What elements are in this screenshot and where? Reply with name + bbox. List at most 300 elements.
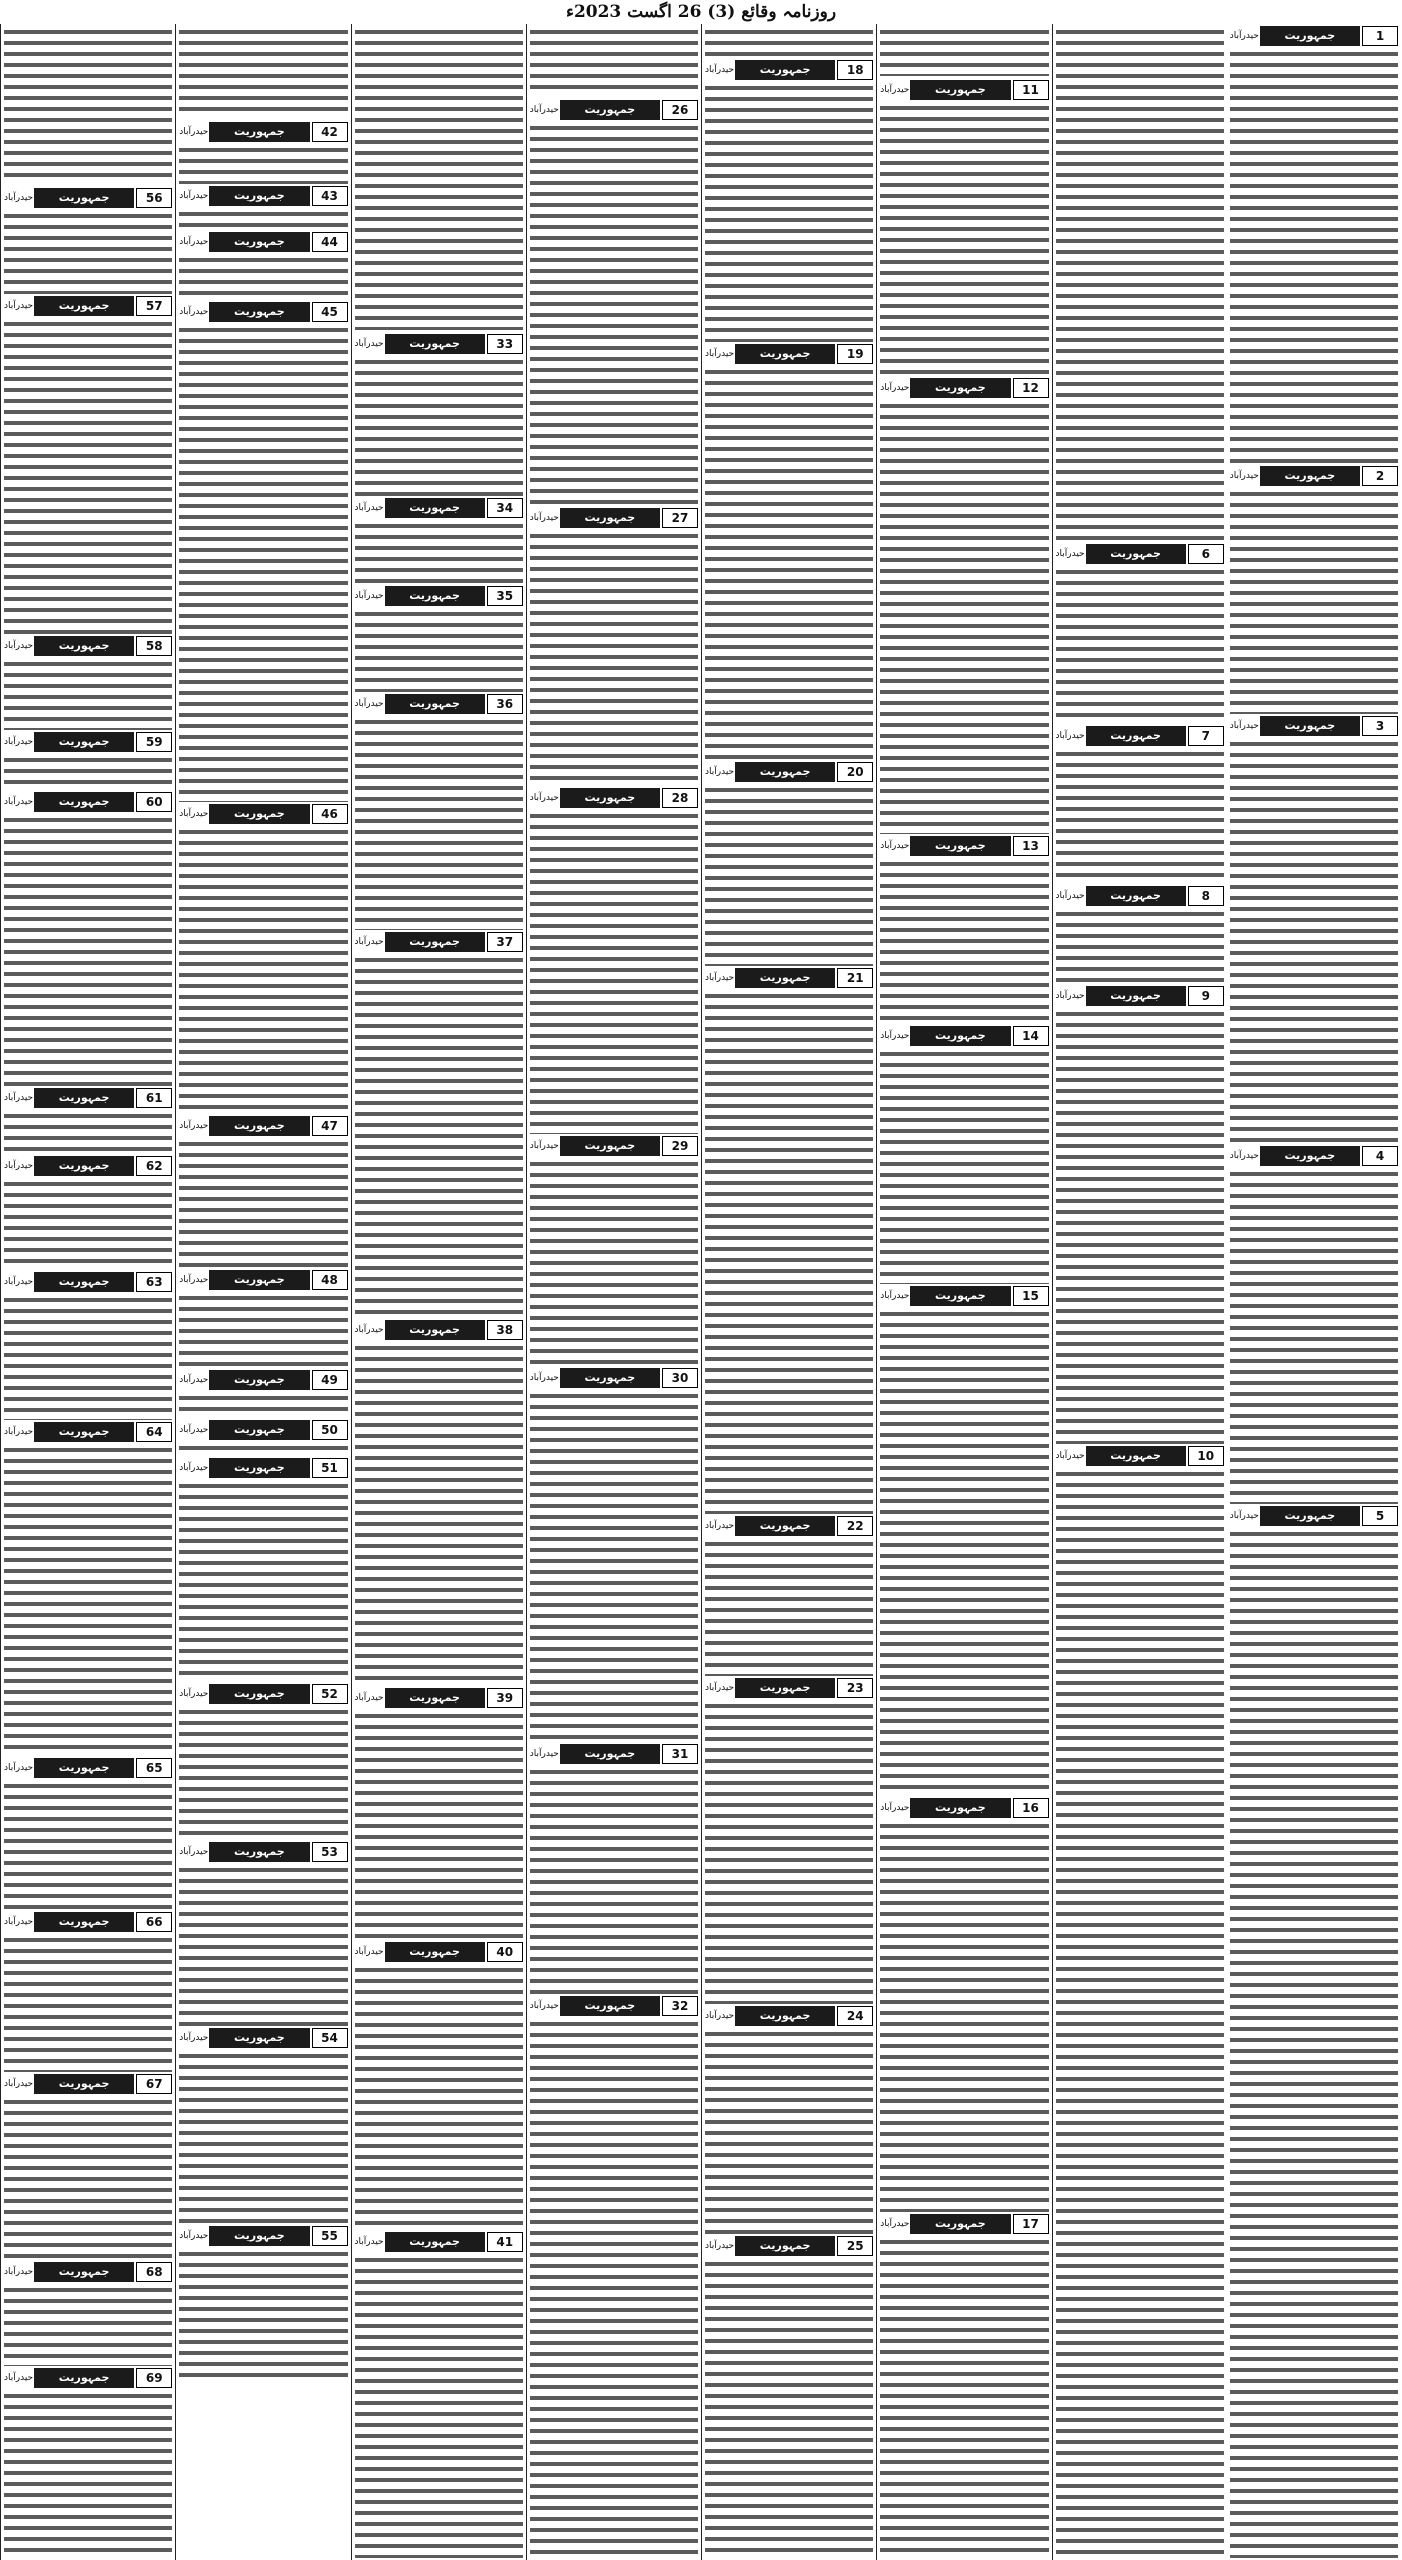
- item-header: [355, 932, 523, 952]
- item-body-text: [4, 2096, 172, 2260]
- news-item: [179, 1420, 347, 1456]
- item-section-label: جمہوریت: [209, 2226, 309, 2246]
- continued-text: [179, 26, 347, 118]
- item-byline: حیدرآباد: [705, 1521, 735, 1531]
- item-body-text: [530, 2018, 698, 2558]
- item-section-label: جمہوریت: [209, 1684, 309, 1704]
- item-header: [179, 122, 347, 142]
- news-item: [880, 1798, 1048, 2212]
- item-section-label: جمہوریت: [735, 2236, 835, 2256]
- item-number: 26: [662, 100, 698, 120]
- item-number: 36: [487, 694, 523, 714]
- news-item: [179, 1270, 347, 1368]
- item-number: 65: [136, 1758, 172, 1778]
- item-number: 42: [312, 122, 348, 142]
- item-body-text: [179, 826, 347, 1114]
- item-body-text: [1230, 1168, 1398, 1504]
- item-section-label: جمہوریت: [560, 1368, 660, 1388]
- news-item: [705, 762, 873, 966]
- item-header: [179, 1684, 347, 1704]
- item-byline: حیدرآباد: [4, 2267, 34, 2277]
- item-header: [530, 1368, 698, 1388]
- item-header: [1230, 26, 1398, 46]
- item-number: 38: [487, 1320, 523, 1340]
- news-item: [4, 2074, 172, 2260]
- item-byline: حیدرآباد: [179, 307, 209, 317]
- item-section-label: جمہوریت: [735, 968, 835, 988]
- item-body-text: [179, 2248, 347, 2380]
- news-item: [1230, 1506, 1398, 2558]
- item-section-label: جمہوریت: [209, 1270, 309, 1290]
- item-body-text: [179, 208, 347, 230]
- item-section-label: جمہوریت: [910, 1286, 1010, 1306]
- item-byline: حیدرآباد: [1055, 1451, 1085, 1461]
- item-byline: حیدرآباد: [4, 2079, 34, 2089]
- item-byline: حیدرآباد: [179, 1847, 209, 1857]
- item-section-label: جمہوریت: [34, 1912, 134, 1932]
- item-header: [355, 1320, 523, 1340]
- item-number: 7: [1188, 726, 1224, 746]
- item-byline: حیدرآباد: [705, 2011, 735, 2021]
- item-body-text: [530, 122, 698, 506]
- item-body-text: [1056, 566, 1224, 724]
- item-body-text: [4, 1178, 172, 1270]
- news-item: [4, 1758, 172, 1910]
- item-number: 34: [487, 498, 523, 518]
- column-2: [1052, 24, 1227, 2560]
- news-item: [880, 378, 1048, 834]
- item-number: 19: [837, 344, 873, 364]
- item-body-text: [4, 658, 172, 730]
- item-byline: حیدرآباد: [705, 2241, 735, 2251]
- item-body-text: [179, 254, 347, 300]
- item-header: [4, 1912, 172, 1932]
- item-number: 17: [1013, 2214, 1049, 2234]
- item-number: 32: [662, 1996, 698, 2016]
- news-item: [530, 1996, 698, 2558]
- item-body-text: [4, 1294, 172, 1420]
- item-number: 35: [487, 586, 523, 606]
- item-byline: حیدرآباد: [880, 1803, 910, 1813]
- item-body-text: [355, 954, 523, 1318]
- news-item: [880, 1286, 1048, 1796]
- item-body-text: [705, 784, 873, 966]
- item-byline: حیدرآباد: [705, 1683, 735, 1693]
- item-header: [1230, 466, 1398, 486]
- item-body-text: [880, 2236, 1048, 2558]
- item-header: [179, 804, 347, 824]
- item-body-text: [179, 1706, 347, 1840]
- item-header: [1056, 886, 1224, 906]
- news-item: [355, 1942, 523, 2230]
- item-section-label: جمہوریت: [1260, 1506, 1360, 1526]
- item-byline: حیدرآباد: [1229, 1511, 1259, 1521]
- continued-text: [530, 26, 698, 96]
- column-6: [351, 24, 526, 2560]
- news-item: [179, 1458, 347, 1682]
- item-header: [530, 1136, 698, 1156]
- item-number: 1: [1362, 26, 1398, 46]
- item-header: [4, 2074, 172, 2094]
- item-number: 4: [1362, 1146, 1398, 1166]
- item-body-text: [1056, 1468, 1224, 2558]
- item-header: [705, 60, 873, 80]
- column-5: [526, 24, 701, 2560]
- item-header: [530, 508, 698, 528]
- item-section-label: جمہوریت: [560, 788, 660, 808]
- news-item: [179, 804, 347, 1114]
- item-body-text: [880, 1048, 1048, 1284]
- item-body-text: [1056, 1008, 1224, 1444]
- news-item: [705, 344, 873, 760]
- news-item: [4, 2368, 172, 2558]
- news-item: [4, 2262, 172, 2366]
- item-header: [880, 836, 1048, 856]
- item-byline: حیدرآباد: [354, 339, 384, 349]
- item-byline: حیدرآباد: [179, 2033, 209, 2043]
- item-section-label: جمہوریت: [560, 508, 660, 528]
- item-byline: حیدرآباد: [4, 1161, 34, 1171]
- item-section-label: جمہوریت: [34, 792, 134, 812]
- item-number: 63: [136, 1272, 172, 1292]
- item-byline: حیدرآباد: [354, 2237, 384, 2247]
- item-header: [179, 1458, 347, 1478]
- item-section-label: جمہوریت: [34, 296, 134, 316]
- item-number: 29: [662, 1136, 698, 1156]
- item-section-label: جمہوریت: [1086, 726, 1186, 746]
- item-byline: حیدرآباد: [4, 641, 34, 651]
- item-byline: حیدرآباد: [179, 1425, 209, 1435]
- item-section-label: جمہوریت: [209, 122, 309, 142]
- news-item: [179, 122, 347, 184]
- item-number: 13: [1013, 836, 1049, 856]
- item-body-text: [705, 990, 873, 1514]
- item-number: 64: [136, 1422, 172, 1442]
- item-section-label: جمہوریت: [735, 1516, 835, 1536]
- item-header: [1056, 986, 1224, 1006]
- item-body-text: [1056, 908, 1224, 984]
- item-number: 62: [136, 1156, 172, 1176]
- news-item: [1230, 466, 1398, 714]
- news-item: [4, 636, 172, 730]
- item-byline: حیدرآباد: [179, 1689, 209, 1699]
- item-header: [1056, 544, 1224, 564]
- item-section-label: جمہوریت: [209, 1842, 309, 1862]
- news-item: [355, 1320, 523, 1686]
- item-header: [355, 1688, 523, 1708]
- item-number: 23: [837, 1678, 873, 1698]
- item-body-text: [355, 2254, 523, 2558]
- item-byline: حیدرآباد: [354, 1693, 384, 1703]
- news-item: [705, 1678, 873, 2004]
- item-body-text: [880, 400, 1048, 834]
- item-byline: حیدرآباد: [4, 1277, 34, 1287]
- item-number: 48: [312, 1270, 348, 1290]
- item-section-label: جمہوریت: [34, 2262, 134, 2282]
- item-number: 16: [1013, 1798, 1049, 1818]
- item-number: 28: [662, 788, 698, 808]
- item-byline: حیدرآباد: [179, 191, 209, 201]
- news-item: [179, 232, 347, 300]
- item-header: [880, 378, 1048, 398]
- item-body-text: [880, 858, 1048, 1024]
- news-item: [4, 1912, 172, 2072]
- item-byline: حیدرآباد: [179, 809, 209, 819]
- item-header: [179, 2028, 347, 2048]
- item-body-text: [1230, 738, 1398, 1144]
- item-header: [4, 792, 172, 812]
- item-section-label: جمہوریت: [209, 186, 309, 206]
- news-item: [880, 836, 1048, 1024]
- news-item: [179, 302, 347, 802]
- item-header: [530, 788, 698, 808]
- item-section-label: جمہوریت: [1260, 26, 1360, 46]
- item-header: [880, 1286, 1048, 1306]
- item-section-label: جمہوریت: [209, 1370, 309, 1390]
- item-number: 15: [1013, 1286, 1049, 1306]
- news-item: [530, 100, 698, 506]
- item-header: [880, 1026, 1048, 1046]
- item-number: 25: [837, 2236, 873, 2256]
- item-body-text: [179, 1392, 347, 1418]
- item-number: 49: [312, 1370, 348, 1390]
- item-byline: حیدرآباد: [705, 767, 735, 777]
- item-byline: حیدرآباد: [880, 1291, 910, 1301]
- item-byline: حیدرآباد: [529, 1373, 559, 1383]
- news-item: [530, 508, 698, 786]
- news-item: [1056, 986, 1224, 1444]
- item-number: 24: [837, 2006, 873, 2026]
- item-header: [705, 2236, 873, 2256]
- item-number: 8: [1188, 886, 1224, 906]
- item-section-label: جمہوریت: [735, 2006, 835, 2026]
- item-number: 50: [312, 1420, 348, 1440]
- item-number: 18: [837, 60, 873, 80]
- item-number: 58: [136, 636, 172, 656]
- item-section-label: جمہوریت: [1260, 1146, 1360, 1166]
- item-byline: حیدرآباد: [1055, 891, 1085, 901]
- item-header: [4, 1272, 172, 1292]
- item-header: [530, 1996, 698, 2016]
- item-header: [1230, 1506, 1398, 1526]
- item-byline: حیدرآباد: [529, 1749, 559, 1759]
- item-section-label: جمہوریت: [209, 302, 309, 322]
- item-section-label: جمہوریت: [560, 1744, 660, 1764]
- column-8: [0, 24, 175, 2560]
- item-body-text: [1056, 748, 1224, 884]
- news-item: [4, 732, 172, 790]
- item-section-label: جمہوریت: [1086, 544, 1186, 564]
- item-body-text: [880, 102, 1048, 376]
- item-byline: حیدرآباد: [1229, 721, 1259, 731]
- news-item: [355, 586, 523, 692]
- item-byline: حیدرآباد: [354, 591, 384, 601]
- news-item: [179, 1684, 347, 1840]
- news-item: [355, 1688, 523, 1940]
- item-byline: حیدرآباد: [179, 2231, 209, 2241]
- continued-text: [705, 26, 873, 56]
- item-body-text: [179, 1480, 347, 1682]
- item-number: 10: [1188, 1446, 1224, 1466]
- news-item: [1056, 886, 1224, 984]
- item-byline: حیدرآباد: [705, 973, 735, 983]
- item-section-label: جمہوریت: [1086, 1446, 1186, 1466]
- column-1: [1227, 24, 1401, 2560]
- item-byline: حیدرآباد: [1229, 471, 1259, 481]
- item-section-label: جمہوریت: [34, 1272, 134, 1292]
- item-byline: حیدرآباد: [4, 2373, 34, 2383]
- item-section-label: جمہوریت: [34, 2368, 134, 2388]
- item-section-label: جمہوریت: [385, 334, 485, 354]
- item-section-label: جمہوریت: [209, 1116, 309, 1136]
- news-item: [4, 1422, 172, 1756]
- item-body-text: [4, 318, 172, 634]
- item-section-label: جمہوریت: [1260, 716, 1360, 736]
- item-number: 11: [1013, 80, 1049, 100]
- item-number: 14: [1013, 1026, 1049, 1046]
- item-byline: حیدرآباد: [529, 1141, 559, 1151]
- item-byline: حیدرآباد: [4, 797, 34, 807]
- news-item: [355, 694, 523, 930]
- item-body-text: [530, 810, 698, 1134]
- item-header: [179, 1370, 347, 1390]
- column-3: [876, 24, 1051, 2560]
- item-header: [355, 586, 523, 606]
- news-item: [4, 1088, 172, 1154]
- item-section-label: جمہوریت: [34, 2074, 134, 2094]
- item-header: [705, 344, 873, 364]
- item-section-label: جمہوریت: [1086, 986, 1186, 1006]
- item-body-text: [1230, 488, 1398, 714]
- news-item: [179, 1842, 347, 2026]
- item-header: [705, 1516, 873, 1536]
- item-section-label: جمہوریت: [385, 1320, 485, 1340]
- item-byline: حیدرآباد: [354, 699, 384, 709]
- item-byline: حیدرآباد: [529, 793, 559, 803]
- item-number: 56: [136, 188, 172, 208]
- item-number: 61: [136, 1088, 172, 1108]
- item-section-label: جمہوریت: [385, 1688, 485, 1708]
- item-section-label: جمہوریت: [34, 636, 134, 656]
- item-number: 44: [312, 232, 348, 252]
- item-byline: حیدرآباد: [4, 1427, 34, 1437]
- item-body-text: [355, 716, 523, 930]
- item-body-text: [179, 1442, 347, 1456]
- item-header: [355, 1942, 523, 1962]
- item-body-text: [355, 1710, 523, 1940]
- item-section-label: جمہوریت: [34, 1758, 134, 1778]
- item-body-text: [880, 1308, 1048, 1796]
- item-header: [4, 1156, 172, 1176]
- item-number: 22: [837, 1516, 873, 1536]
- item-body-text: [179, 1864, 347, 2026]
- item-header: [4, 1422, 172, 1442]
- item-number: 60: [136, 792, 172, 812]
- item-section-label: جمہوریت: [560, 1136, 660, 1156]
- item-number: 47: [312, 1116, 348, 1136]
- item-number: 52: [312, 1684, 348, 1704]
- item-number: 67: [136, 2074, 172, 2094]
- news-item: [1056, 1446, 1224, 2558]
- item-number: 54: [312, 2028, 348, 2048]
- item-body-text: [880, 1820, 1048, 2212]
- item-number: 3: [1362, 716, 1398, 736]
- item-body-text: [1230, 1528, 1398, 2558]
- continued-text: [355, 26, 523, 330]
- news-item: [1230, 26, 1398, 464]
- item-body-text: [355, 1342, 523, 1686]
- news-item: [4, 792, 172, 1086]
- item-header: [355, 694, 523, 714]
- item-section-label: جمہوریت: [209, 2028, 309, 2048]
- item-number: 45: [312, 302, 348, 322]
- item-number: 55: [312, 2226, 348, 2246]
- item-header: [179, 232, 347, 252]
- item-number: 5: [1362, 1506, 1398, 1526]
- news-item: [355, 2232, 523, 2558]
- item-section-label: جمہوریت: [910, 1798, 1010, 1818]
- item-section-label: جمہوریت: [1260, 466, 1360, 486]
- item-body-text: [530, 1766, 698, 1994]
- item-number: 66: [136, 1912, 172, 1932]
- news-item: [705, 968, 873, 1514]
- news-item: [4, 188, 172, 294]
- item-byline: حیدرآباد: [4, 737, 34, 747]
- item-body-text: [179, 324, 347, 802]
- item-body-text: [705, 2028, 873, 2234]
- news-item: [530, 1368, 698, 1742]
- item-body-text: [4, 2284, 172, 2366]
- news-item: [880, 1026, 1048, 1284]
- item-body-text: [355, 520, 523, 584]
- news-item: [530, 788, 698, 1134]
- item-section-label: جمہوریت: [34, 1088, 134, 1108]
- item-header: [179, 302, 347, 322]
- item-byline: حیدرآباد: [529, 105, 559, 115]
- item-section-label: جمہوریت: [385, 1942, 485, 1962]
- item-number: 46: [312, 804, 348, 824]
- item-byline: حیدرآباد: [529, 513, 559, 523]
- item-byline: حیدرآباد: [179, 127, 209, 137]
- item-section-label: جمہوریت: [209, 804, 309, 824]
- item-byline: حیدرآباد: [4, 1763, 34, 1773]
- item-header: [530, 100, 698, 120]
- item-number: 68: [136, 2262, 172, 2282]
- item-body-text: [4, 1110, 172, 1154]
- item-body-text: [355, 608, 523, 692]
- item-header: [705, 762, 873, 782]
- item-header: [4, 188, 172, 208]
- news-item: [179, 2028, 347, 2224]
- item-body-text: [4, 814, 172, 1086]
- item-section-label: جمہوریت: [910, 1026, 1010, 1046]
- item-byline: حیدرآباد: [880, 1031, 910, 1041]
- item-byline: حیدرآباد: [4, 1917, 34, 1927]
- news-item: [179, 1370, 347, 1418]
- item-number: 69: [136, 2368, 172, 2388]
- item-byline: حیدرآباد: [880, 383, 910, 393]
- item-section-label: جمہوریت: [209, 232, 309, 252]
- item-header: [4, 636, 172, 656]
- item-header: [355, 498, 523, 518]
- item-number: 43: [312, 186, 348, 206]
- item-byline: حیدرآباد: [179, 1275, 209, 1285]
- item-body-text: [705, 366, 873, 760]
- news-item: [4, 1272, 172, 1420]
- news-item: [705, 2006, 873, 2234]
- item-byline: حیدرآباد: [529, 2001, 559, 2011]
- item-body-text: [355, 1964, 523, 2230]
